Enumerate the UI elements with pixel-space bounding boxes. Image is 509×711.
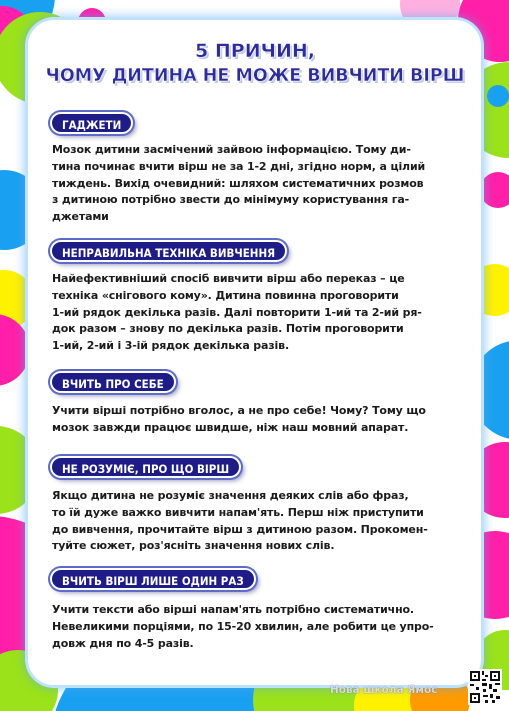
page-title-line2: ЧОМУ ДИТИНА НЕ МОЖЕ ВИВЧИТИ ВІРШ <box>45 66 465 86</box>
section-heading-technique: НЕПРАВИЛЬНА ТЕХНІКА ВИВЧЕННЯ <box>50 240 287 262</box>
section-heading-once: ВЧИТЬ ВІРШ ЛИШЕ ОДИН РАЗ <box>50 568 256 590</box>
text-line: тиждень. Вихід очевидний: шляхом систематичних розмов <box>52 176 424 190</box>
section-text-once <box>52 602 462 652</box>
text-line: Найефективніший спосіб вивчити вірш або переказ – це <box>52 272 405 285</box>
text-line: туйте сюжет, роз'ясніть значення нових слів. <box>52 539 335 553</box>
page-title-line1: 5 ПРИЧИН, <box>195 40 315 62</box>
section-text-technique <box>52 271 462 355</box>
text-line: тина починає вчити вірш не за 1-2 дні, згідно норм, а цілий <box>52 159 426 173</box>
text-line: Учити вірші потрібно вголос, а не про себе! Чому? Тому що <box>52 404 426 417</box>
section-text-silent <box>52 403 462 437</box>
text-line: до вивчення, прочитайте вірш з дитиною разом. Прокомен- <box>52 522 428 536</box>
text-line: джетами <box>52 210 109 224</box>
footer-brand: Нова школа Ямос <box>330 684 438 696</box>
text-line: мозок завжди працює швидше, ніж наш мовний апарат. <box>52 420 409 434</box>
text-line: Невеликими порціями, по 15-20 хвилин, але робити це упро- <box>52 619 434 633</box>
text-line: Мозок дитини засмічений зайвою інформацією. Тому ди- <box>52 143 411 156</box>
text-line: 1-ий рядок декілька разів. Далі повторити 1-ий та 2-ий ря- <box>52 305 422 319</box>
text-line: з дитиною потрібно звести до мінімуму користування га- <box>52 193 410 207</box>
section-heading-understanding: НЕ РОЗУМІЄ, ПРО ЩО ВІРШ <box>50 456 241 478</box>
text-line: то їй дуже важко вивчити напам'ять. Перш ніж приступити <box>52 505 424 519</box>
text-line: 1-ий, 2-ий і 3-ій рядок декілька разів. <box>52 339 289 353</box>
text-line: Учити тексти або вірші напам'ять потрібно систематично. <box>52 603 414 616</box>
text-line: Якщо дитина не розуміє значення деяких слів або фраз, <box>52 489 409 502</box>
qr-code-icon <box>468 669 502 705</box>
text-line: довж дня по 4-5 разів. <box>52 636 194 650</box>
section-text-understanding <box>52 488 462 555</box>
section-heading-gadgets: ГАДЖЕТИ <box>50 112 133 134</box>
text-line: док разом – знову по декілька разів. Потім проговорити <box>52 322 404 336</box>
section-heading-silent: ВЧИТЬ ПРО СЕБЕ <box>50 371 176 393</box>
text-line: техніка «снігового кому». Дитина повинна проговорити <box>52 288 399 302</box>
section-text-gadgets <box>52 142 462 226</box>
